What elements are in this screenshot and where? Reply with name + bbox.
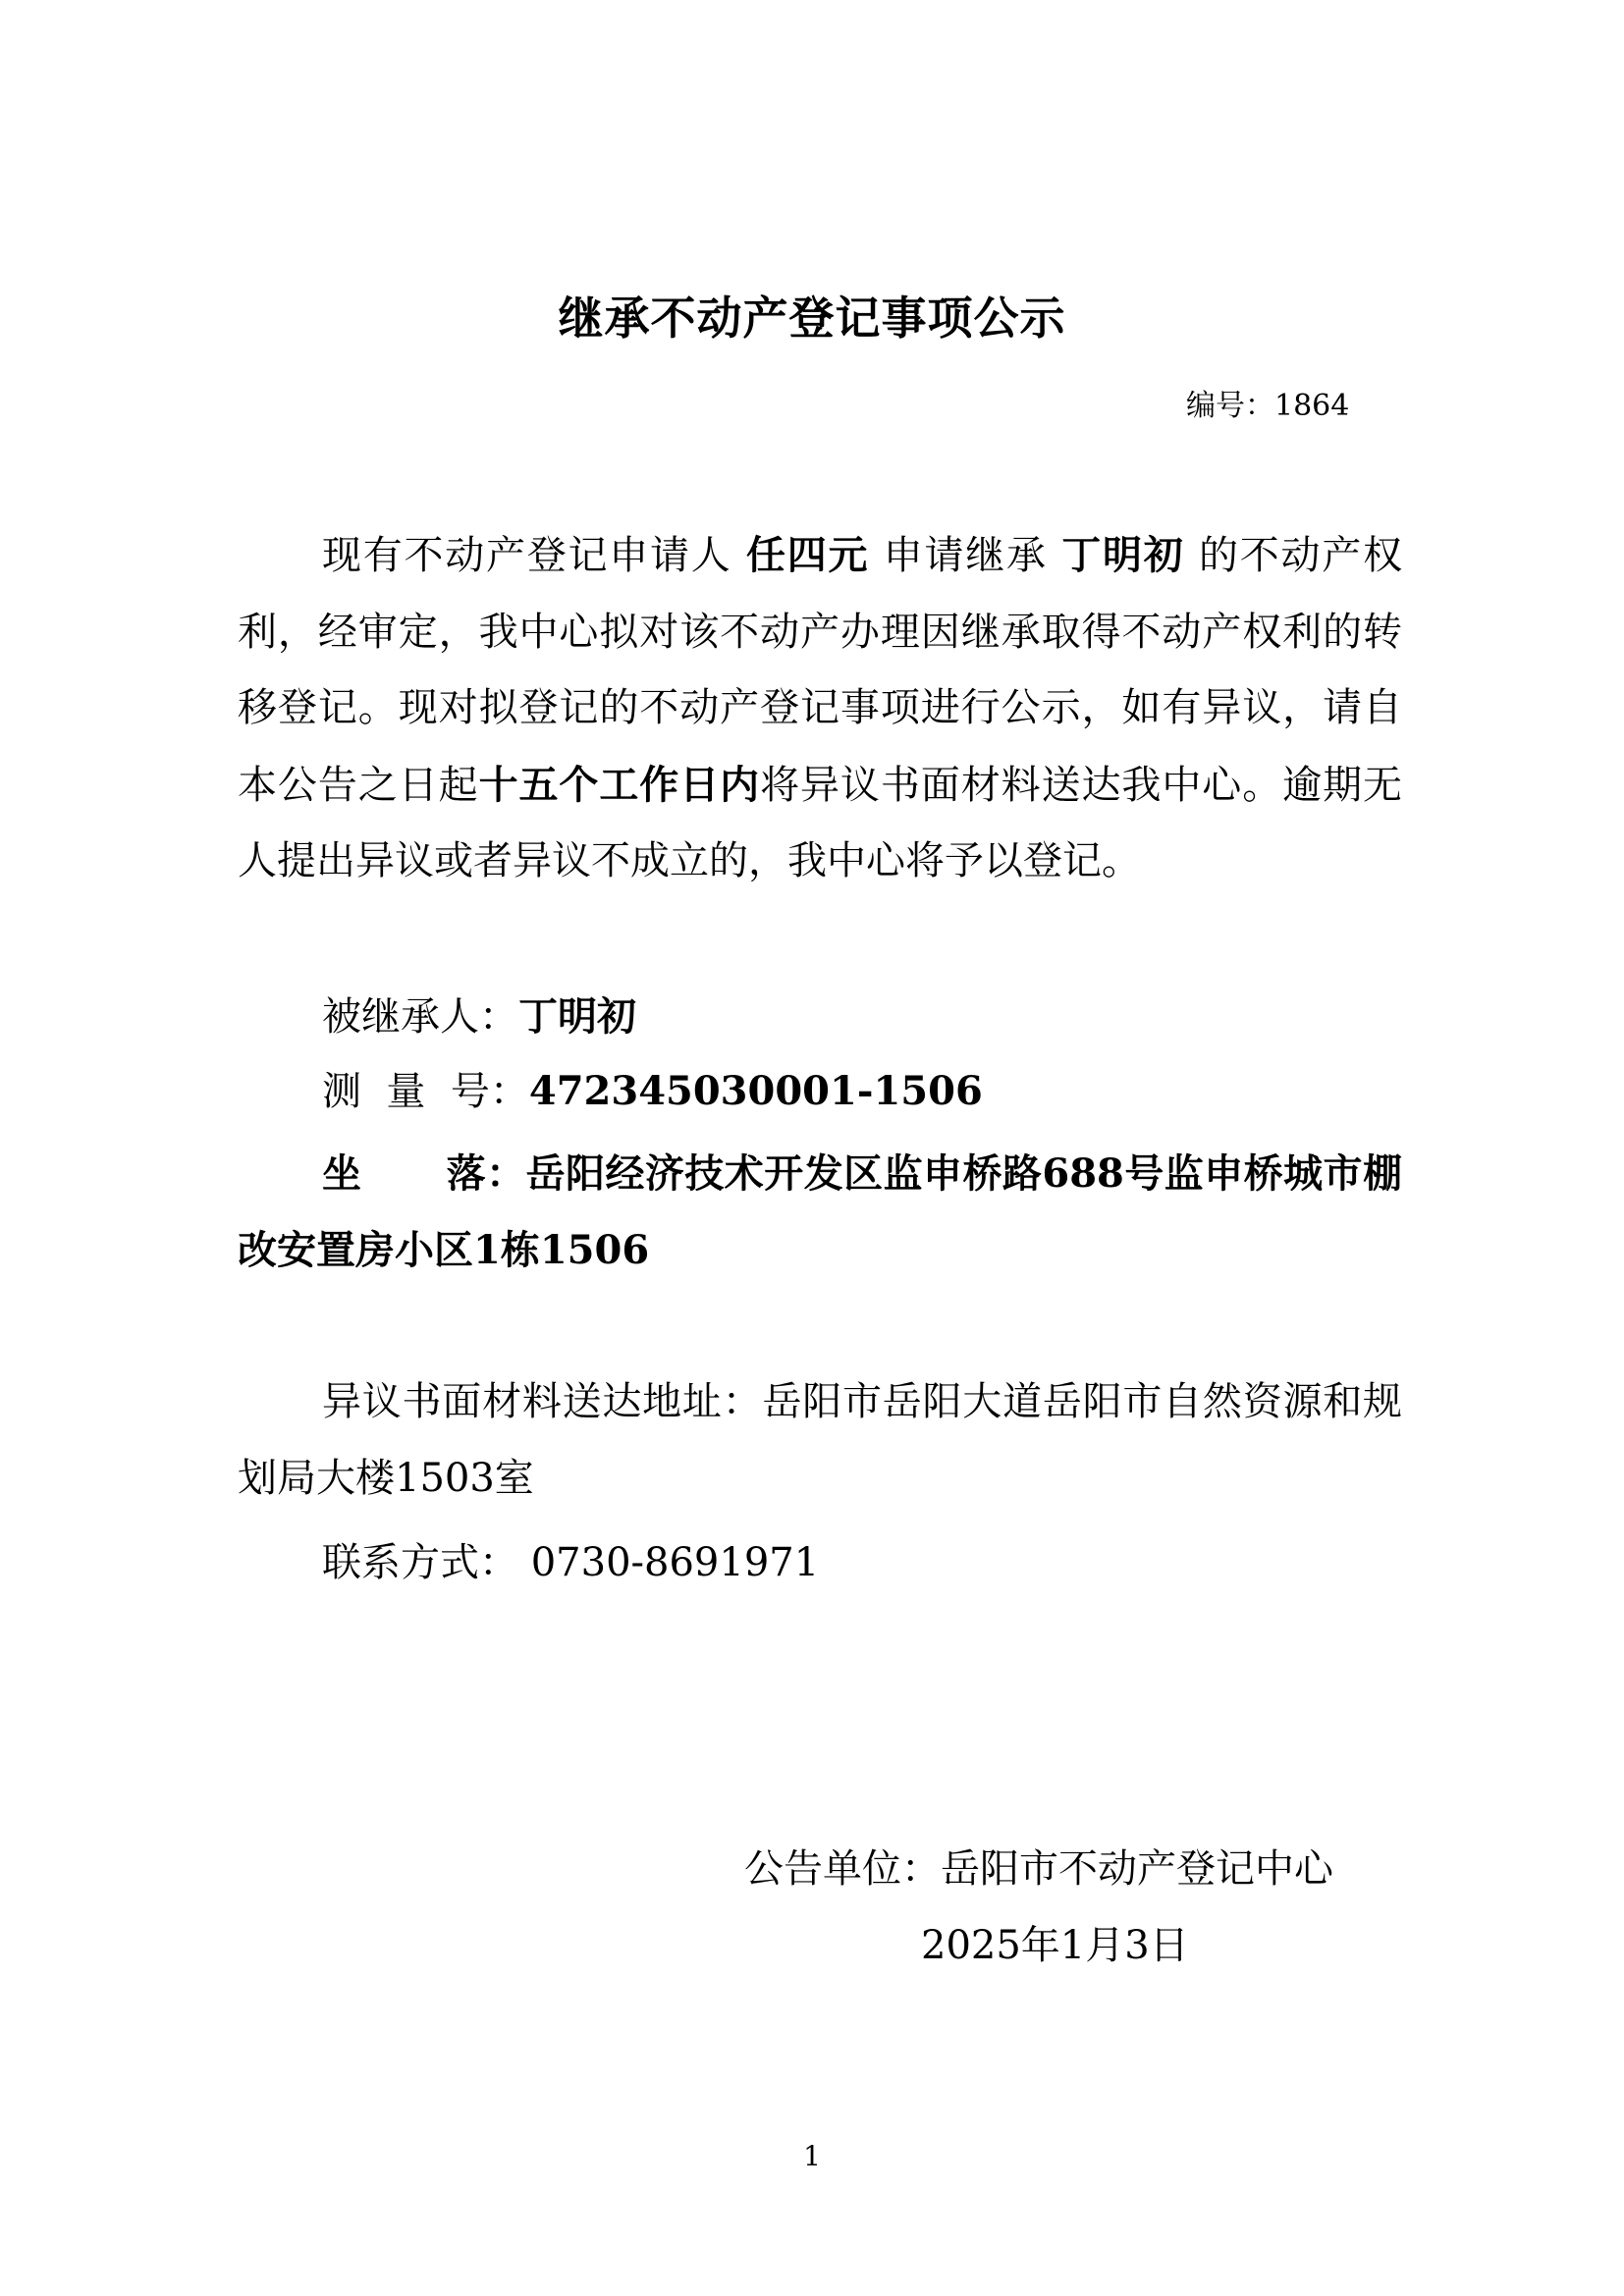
survey-label: 测 量 号：	[322, 1069, 529, 1114]
announcement-paragraph	[238, 517, 1402, 900]
number-value: 1864	[1274, 389, 1350, 423]
contact-label: 联系方式：	[322, 1540, 518, 1585]
objection-address-block: 异议书面材料送达地址：岳阳市岳阳大道岳阳市自然资源和规划局大楼1503室	[238, 1379, 1402, 1501]
contact-line	[322, 1531, 819, 1587]
para-text-2: 申请继承	[883, 533, 1048, 578]
location-label: 坐 落：	[322, 1150, 526, 1197]
issuer-line: 公告单位：岳阳市不动产登记中心	[744, 1846, 1333, 1892]
location-block	[238, 1136, 1402, 1289]
heir-line	[322, 986, 636, 1041]
page-number: 1	[803, 2140, 821, 2172]
location-value: 岳阳经济技术开发区监申桥路688号监申桥城市棚改安置房小区1栋1506	[238, 1150, 1402, 1273]
applicant-name: 任四元	[746, 532, 870, 578]
para-text-3: 的不动产权利，经审定，我中心拟对该不动产办理因继承取得不动产权利的转移登记。现对拟登记的不动产登记事项进行公示，如有异议，请自本公告之日起	[238, 533, 1403, 808]
heir-value: 丁明初	[518, 993, 636, 1040]
para-text-4: 将异议书面材料送达我中心。逾期无人提出异议或者异议不成立的，我中心将予以登记。	[238, 762, 1403, 883]
survey-number-line	[322, 1060, 983, 1116]
contact-value: 0730-8691971	[530, 1540, 820, 1585]
survey-value: 472345030001-1506	[528, 1068, 983, 1114]
date-line: 2025年1月3日	[921, 1923, 1189, 1968]
decedent-name: 丁明初	[1061, 532, 1185, 578]
heir-label: 被继承人：	[322, 994, 518, 1040]
document-number	[1186, 381, 1349, 424]
number-label: 编号：	[1186, 389, 1274, 423]
para-text-1: 现有不动产登记申请人	[322, 533, 732, 578]
objection-deadline: 十五个工作日内	[478, 761, 761, 808]
document-title: 继承不动产登记事项公示	[558, 292, 1066, 345]
